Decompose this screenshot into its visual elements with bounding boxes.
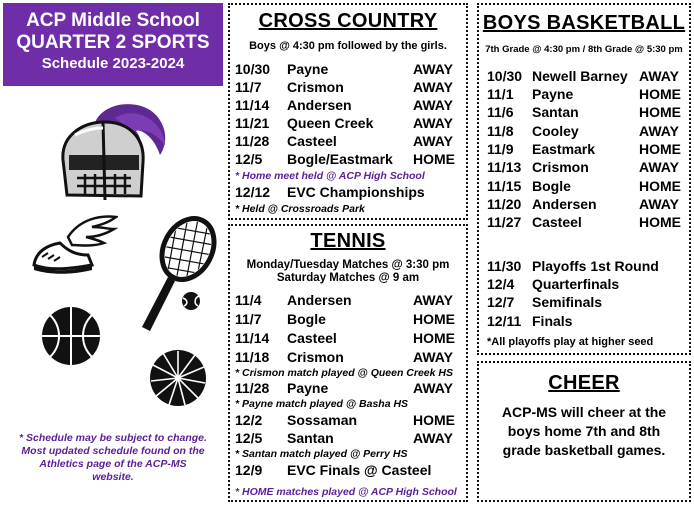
table-row xyxy=(230,132,466,150)
game-location: HOME xyxy=(639,178,681,194)
match-date: 12/2 xyxy=(235,412,263,428)
match-opponent: Sossaman xyxy=(287,412,358,428)
match-date: 12/9 xyxy=(235,462,263,478)
playoff-round: Quarterfinals xyxy=(532,276,620,292)
playoff-round: Playoffs 1st Round xyxy=(532,258,659,274)
playoffs-note: *All playoffs play at higher seed xyxy=(487,336,654,348)
game-opponent: Bogle/Eastmark xyxy=(287,151,393,167)
table-row xyxy=(479,85,689,103)
game-location: HOME xyxy=(639,141,681,157)
game-opponent: Payne xyxy=(532,86,574,102)
playoff-row xyxy=(479,293,689,311)
match-opponent: Andersen xyxy=(287,292,352,308)
game-opponent: Queen Creek xyxy=(287,115,374,131)
game-date: 11/8 xyxy=(487,123,514,139)
table-row xyxy=(230,114,466,132)
tennis-ball-icon xyxy=(180,290,202,312)
table-row xyxy=(230,461,466,479)
game-location: AWAY xyxy=(639,123,679,139)
table-row xyxy=(230,310,466,328)
table-row xyxy=(230,411,466,429)
game-date: 12/5 xyxy=(235,151,263,167)
home-matches-note: * HOME matches played @ ACP High School xyxy=(235,486,457,498)
schedule-year: Schedule 2023-2024 xyxy=(41,55,185,72)
table-row xyxy=(230,379,466,397)
match-date: 11/28 xyxy=(235,380,270,396)
game-location: HOME xyxy=(413,151,455,167)
payne-venue-note: * Payne match played @ Basha HS xyxy=(235,398,409,410)
game-opponent: Payne xyxy=(287,61,329,77)
game-location: AWAY xyxy=(413,79,453,95)
game-opponent: Casteel xyxy=(532,214,582,230)
game-location: AWAY xyxy=(639,159,679,175)
tennis-subtitle-weekday: Monday/Tuesday Matches @ 3:30 pm xyxy=(246,259,450,271)
knight-helmet-icon xyxy=(55,100,173,210)
table-row xyxy=(479,177,689,195)
game-location: AWAY xyxy=(413,133,453,149)
table-row xyxy=(479,158,689,176)
game-location: HOME xyxy=(639,214,681,230)
cheer-title: CHEER xyxy=(548,372,620,394)
playoff-round: Finals xyxy=(532,313,573,329)
santan-venue-note: * Santan match played @ Perry HS xyxy=(235,448,408,460)
match-date: 11/18 xyxy=(235,349,270,365)
cross-country-title: CROSS COUNTRY xyxy=(258,10,438,32)
table-row xyxy=(479,67,689,85)
playoff-date: 12/11 xyxy=(487,313,522,329)
game-opponent: Andersen xyxy=(532,196,597,212)
game-location: AWAY xyxy=(639,196,679,212)
game-location: AWAY xyxy=(413,97,453,113)
quarter-title: QUARTER 2 SPORTS xyxy=(16,32,210,53)
match-location: HOME xyxy=(413,412,455,428)
game-opponent: Eastmark xyxy=(532,141,596,157)
game-opponent: Bogle xyxy=(532,178,571,194)
table-row xyxy=(230,348,466,366)
match-location: AWAY xyxy=(413,380,453,396)
playoff-round: Semifinals xyxy=(532,294,603,310)
table-row xyxy=(479,140,689,158)
cross-country-panel xyxy=(228,3,468,220)
game-date: 11/14 xyxy=(235,97,270,113)
tennis-panel xyxy=(228,224,468,502)
game-location: AWAY xyxy=(413,61,453,77)
table-row xyxy=(230,96,466,114)
basketball-icon xyxy=(40,305,102,367)
match-location: AWAY xyxy=(413,430,453,446)
match-date: 11/4 xyxy=(235,292,262,308)
basketball-title: BOYS BASKETBALL xyxy=(482,12,686,34)
game-opponent: Casteel xyxy=(287,133,337,149)
game-opponent: EVC Championships xyxy=(287,184,425,200)
game-location: AWAY xyxy=(413,115,453,131)
playoff-row xyxy=(479,275,689,293)
playoff-row xyxy=(479,257,689,275)
school-header xyxy=(3,3,223,86)
venue-note: * Held @ Crossroads Park xyxy=(235,203,365,215)
game-opponent: Cooley xyxy=(532,123,579,139)
table-row xyxy=(230,60,466,78)
playoff-date: 12/4 xyxy=(487,276,515,292)
basketball-panel xyxy=(477,3,691,355)
game-date: 11/1 xyxy=(487,86,514,102)
match-date: 11/7 xyxy=(235,311,262,327)
game-date: 11/28 xyxy=(235,133,270,149)
game-location: AWAY xyxy=(639,68,679,84)
game-date: 10/30 xyxy=(235,61,271,77)
home-meet-note: * Home meet held @ ACP High School xyxy=(235,170,425,182)
table-row xyxy=(479,213,689,231)
match-opponent: Santan xyxy=(287,430,334,446)
game-date: 11/6 xyxy=(487,104,514,120)
schedule-disclaimer: * Schedule may be subject to change. Most updated schedule found on the Athletics page of the ACP-MS website. xyxy=(19,432,207,483)
table-row xyxy=(479,195,689,213)
game-location: HOME xyxy=(639,104,681,120)
game-date: 12/12 xyxy=(235,184,271,200)
playoff-row xyxy=(479,312,689,330)
match-date: 11/14 xyxy=(235,330,270,346)
match-date: 12/5 xyxy=(235,430,263,446)
game-date: 11/7 xyxy=(235,79,262,95)
tennis-title: TENNIS xyxy=(310,230,386,252)
table-row xyxy=(230,329,466,347)
game-date: 11/9 xyxy=(487,141,514,157)
match-location: AWAY xyxy=(413,349,453,365)
cheer-panel xyxy=(477,361,691,502)
table-row xyxy=(230,429,466,447)
match-opponent: Crismon xyxy=(287,349,344,365)
match-opponent: Payne xyxy=(287,380,329,396)
tennis-subtitle-saturday: Saturday Matches @ 9 am xyxy=(276,272,420,284)
cheer-description: ACP-MS will cheer at the boys home 7th and 8th grade basketball games. xyxy=(501,404,667,458)
game-date: 11/20 xyxy=(487,196,522,212)
game-opponent: Crismon xyxy=(287,79,344,95)
game-opponent: Newell Barney xyxy=(532,68,628,84)
game-date: 11/15 xyxy=(487,178,522,194)
game-opponent: Santan xyxy=(532,104,579,120)
table-row xyxy=(479,103,689,121)
school-name: ACP Middle School xyxy=(26,10,200,31)
match-location: HOME xyxy=(413,330,455,346)
game-opponent: Andersen xyxy=(287,97,352,113)
table-row xyxy=(230,78,466,96)
match-location: AWAY xyxy=(413,292,453,308)
table-row xyxy=(230,291,466,309)
crismon-venue-note: * Crismon match played @ Queen Creek HS xyxy=(235,367,453,379)
tennis-racket-icon xyxy=(130,215,220,340)
match-location: HOME xyxy=(413,311,455,327)
game-date: 11/27 xyxy=(487,214,522,230)
match-opponent: Casteel xyxy=(287,330,337,346)
playoff-date: 12/7 xyxy=(487,294,515,310)
table-row xyxy=(230,150,466,168)
winged-shoe-icon xyxy=(30,215,118,277)
game-date: 11/13 xyxy=(487,159,522,175)
match-opponent: EVC Finals @ Casteel xyxy=(287,462,432,478)
table-row xyxy=(479,122,689,140)
match-opponent: Bogle xyxy=(287,311,326,327)
game-date: 11/21 xyxy=(235,115,270,131)
pom-pom-icon xyxy=(145,347,211,409)
cross-country-subtitle: Boys @ 4:30 pm followed by the girls. xyxy=(249,40,447,52)
basketball-subtitle: 7th Grade @ 4:30 pm / 8th Grade @ 5:30 pm xyxy=(485,44,683,55)
playoff-date: 11/30 xyxy=(487,258,522,274)
game-location: HOME xyxy=(639,86,681,102)
game-date: 10/30 xyxy=(487,68,523,84)
game-opponent: Crismon xyxy=(532,159,589,175)
table-row xyxy=(230,183,466,201)
